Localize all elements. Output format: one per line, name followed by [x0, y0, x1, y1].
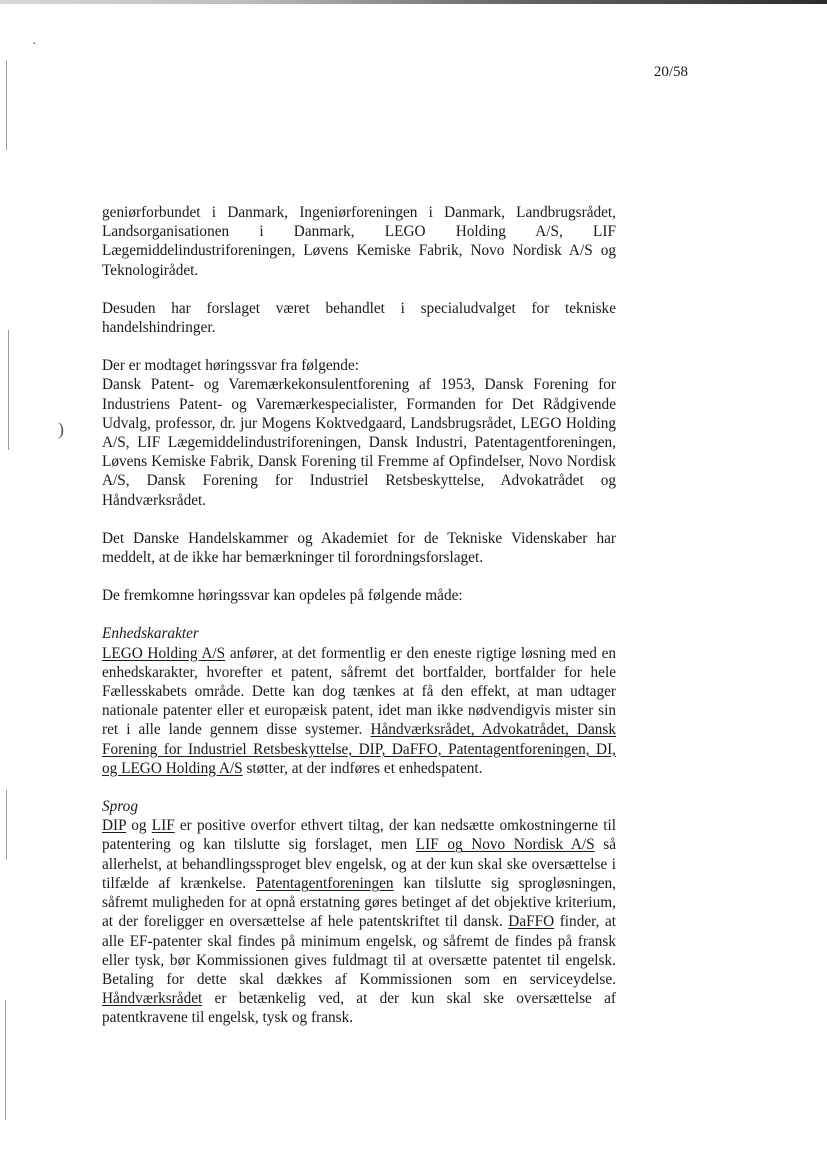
section-text: kan tilslutte sig sprogløsningen, såfremt muligheden for at opnå erstatning gøres betinget af det objektive kriterium, at der foreligger en oversættelse af hele patentskriftet til dansk.	[102, 874, 616, 931]
section-sprog	[102, 797, 616, 1027]
section-text: er positive overfor ethvert tiltag, der kan nedsætte omkostningerne til patentering og kan tilslutte sig forslaget, men	[102, 817, 616, 854]
paragraph-intro: Der er modtaget høringssvar fra følgende:	[102, 357, 359, 375]
paragraph: De fremkomne høringssvar kan opdeles på følgende måde:	[102, 587, 463, 605]
section-enhedskarakter	[102, 624, 616, 778]
section-text: og	[126, 817, 152, 835]
scan-top-edge	[0, 0, 827, 4]
underlined-reference: LIF	[151, 817, 175, 835]
section-text: så allerhelst, at behandlingssproget blev engelsk, og at der kun skal ske oversættelse i tilfælde af krænkelse.	[102, 836, 616, 892]
scan-left-edge-mark	[5, 1000, 6, 1120]
respondent-list: Dansk Patent- og Varemærkekonsulentforening af 1953, Dansk Forening for Industriens Patent- og Varemærkespecialister, Formanden for Det Rådgivende Udvalg, professor, dr. jur Mogens Koktvedgaard, Landsbrugsrådet, LEGO Holding A/S, LIF Lægemiddelindustriforeningen, Dansk Industri, Patentagentforeningen, Løvens Kemiske Fabrik, Dansk Forening til Fremme af Opfindelser, Novo Nordisk A/S, Dansk Forening for Industriel Retsbeskyttelse, Advokatrådet og Håndværksrådet.	[102, 376, 616, 509]
scan-speck: )	[58, 419, 64, 439]
section-heading: Sprog	[102, 798, 138, 816]
underlined-reference: Patentagentforeningen	[255, 874, 394, 892]
paragraph: Desuden har forslaget været behandlet i specialudvalget for tekniske handelshindringer.	[102, 299, 616, 337]
paragraph: Det Danske Handelskammer og Akademiet for de Tekniske Videnskaber har meddelt, at de ikke har bemærkninger til forordningsforslaget.	[102, 529, 616, 567]
underlined-reference: LIF og Novo Nordisk A/S	[415, 836, 595, 854]
page-number: 20/58	[653, 64, 688, 80]
underlined-reference: DaFFO	[508, 913, 555, 931]
underlined-reference: LEGO Holding A/S	[102, 644, 226, 662]
paragraph: geniørforbundet i Danmark, Ingeniørforeningen i Danmark, Landbrugsrådet, Landsorganisationen i Danmark, LEGO Holding A/S, LIF Lægemiddelindustriforeningen, Løvens Kemiske Fabrik, Novo Nordisk A/S og Teknologirådet.	[102, 204, 616, 279]
underlined-reference: Håndværksrådet	[102, 990, 203, 1008]
scan-speck: ·	[32, 37, 37, 52]
section-heading: Enhedskarakter	[102, 625, 199, 643]
scan-left-edge-mark	[6, 60, 7, 150]
section-text: er betænkelig ved, at der kun skal ske oversættelse af patentkravene til engelsk, tysk og fransk.	[102, 990, 616, 1027]
scan-left-edge-mark	[6, 790, 7, 860]
paragraph	[102, 356, 616, 510]
section-text: finder, at alle EF-patenter skal findes på minimum engelsk, og såfremt de findes på fransk eller tysk, bør Kommissionen gives fuldmagt til at oversætte patentet til engelsk. Betaling for dette skal dækkes af Kommissionen som en serviceydelse.	[102, 913, 616, 988]
body-text	[102, 203, 616, 1028]
underlined-reference: DIP	[102, 817, 127, 835]
scan-left-edge-mark	[8, 330, 9, 450]
underlined-reference: Håndværksrådet, Advokatrådet, Dansk Forening for Industriel Retsbeskyttelse, DIP, DaFFO, Patentagentforeningen, DI, og LEGO Holding A/S	[102, 721, 617, 777]
section-text: anfører, at det formentlig er den eneste rigtige løsning med en enhedskarakter, hvorefter et patent, såfremt det bortfalder, bortfalder for hele Fællesskabets område. Dette kan dog tænkes at få den effekt, at man udtager nationale patenter eller et europæisk patent, idet man ikke nødvendigvis mister sin ret i alle lande gennem disse systemer.	[102, 644, 617, 739]
section-text: støtter, at der indføres et enhedspatent.	[242, 759, 483, 777]
